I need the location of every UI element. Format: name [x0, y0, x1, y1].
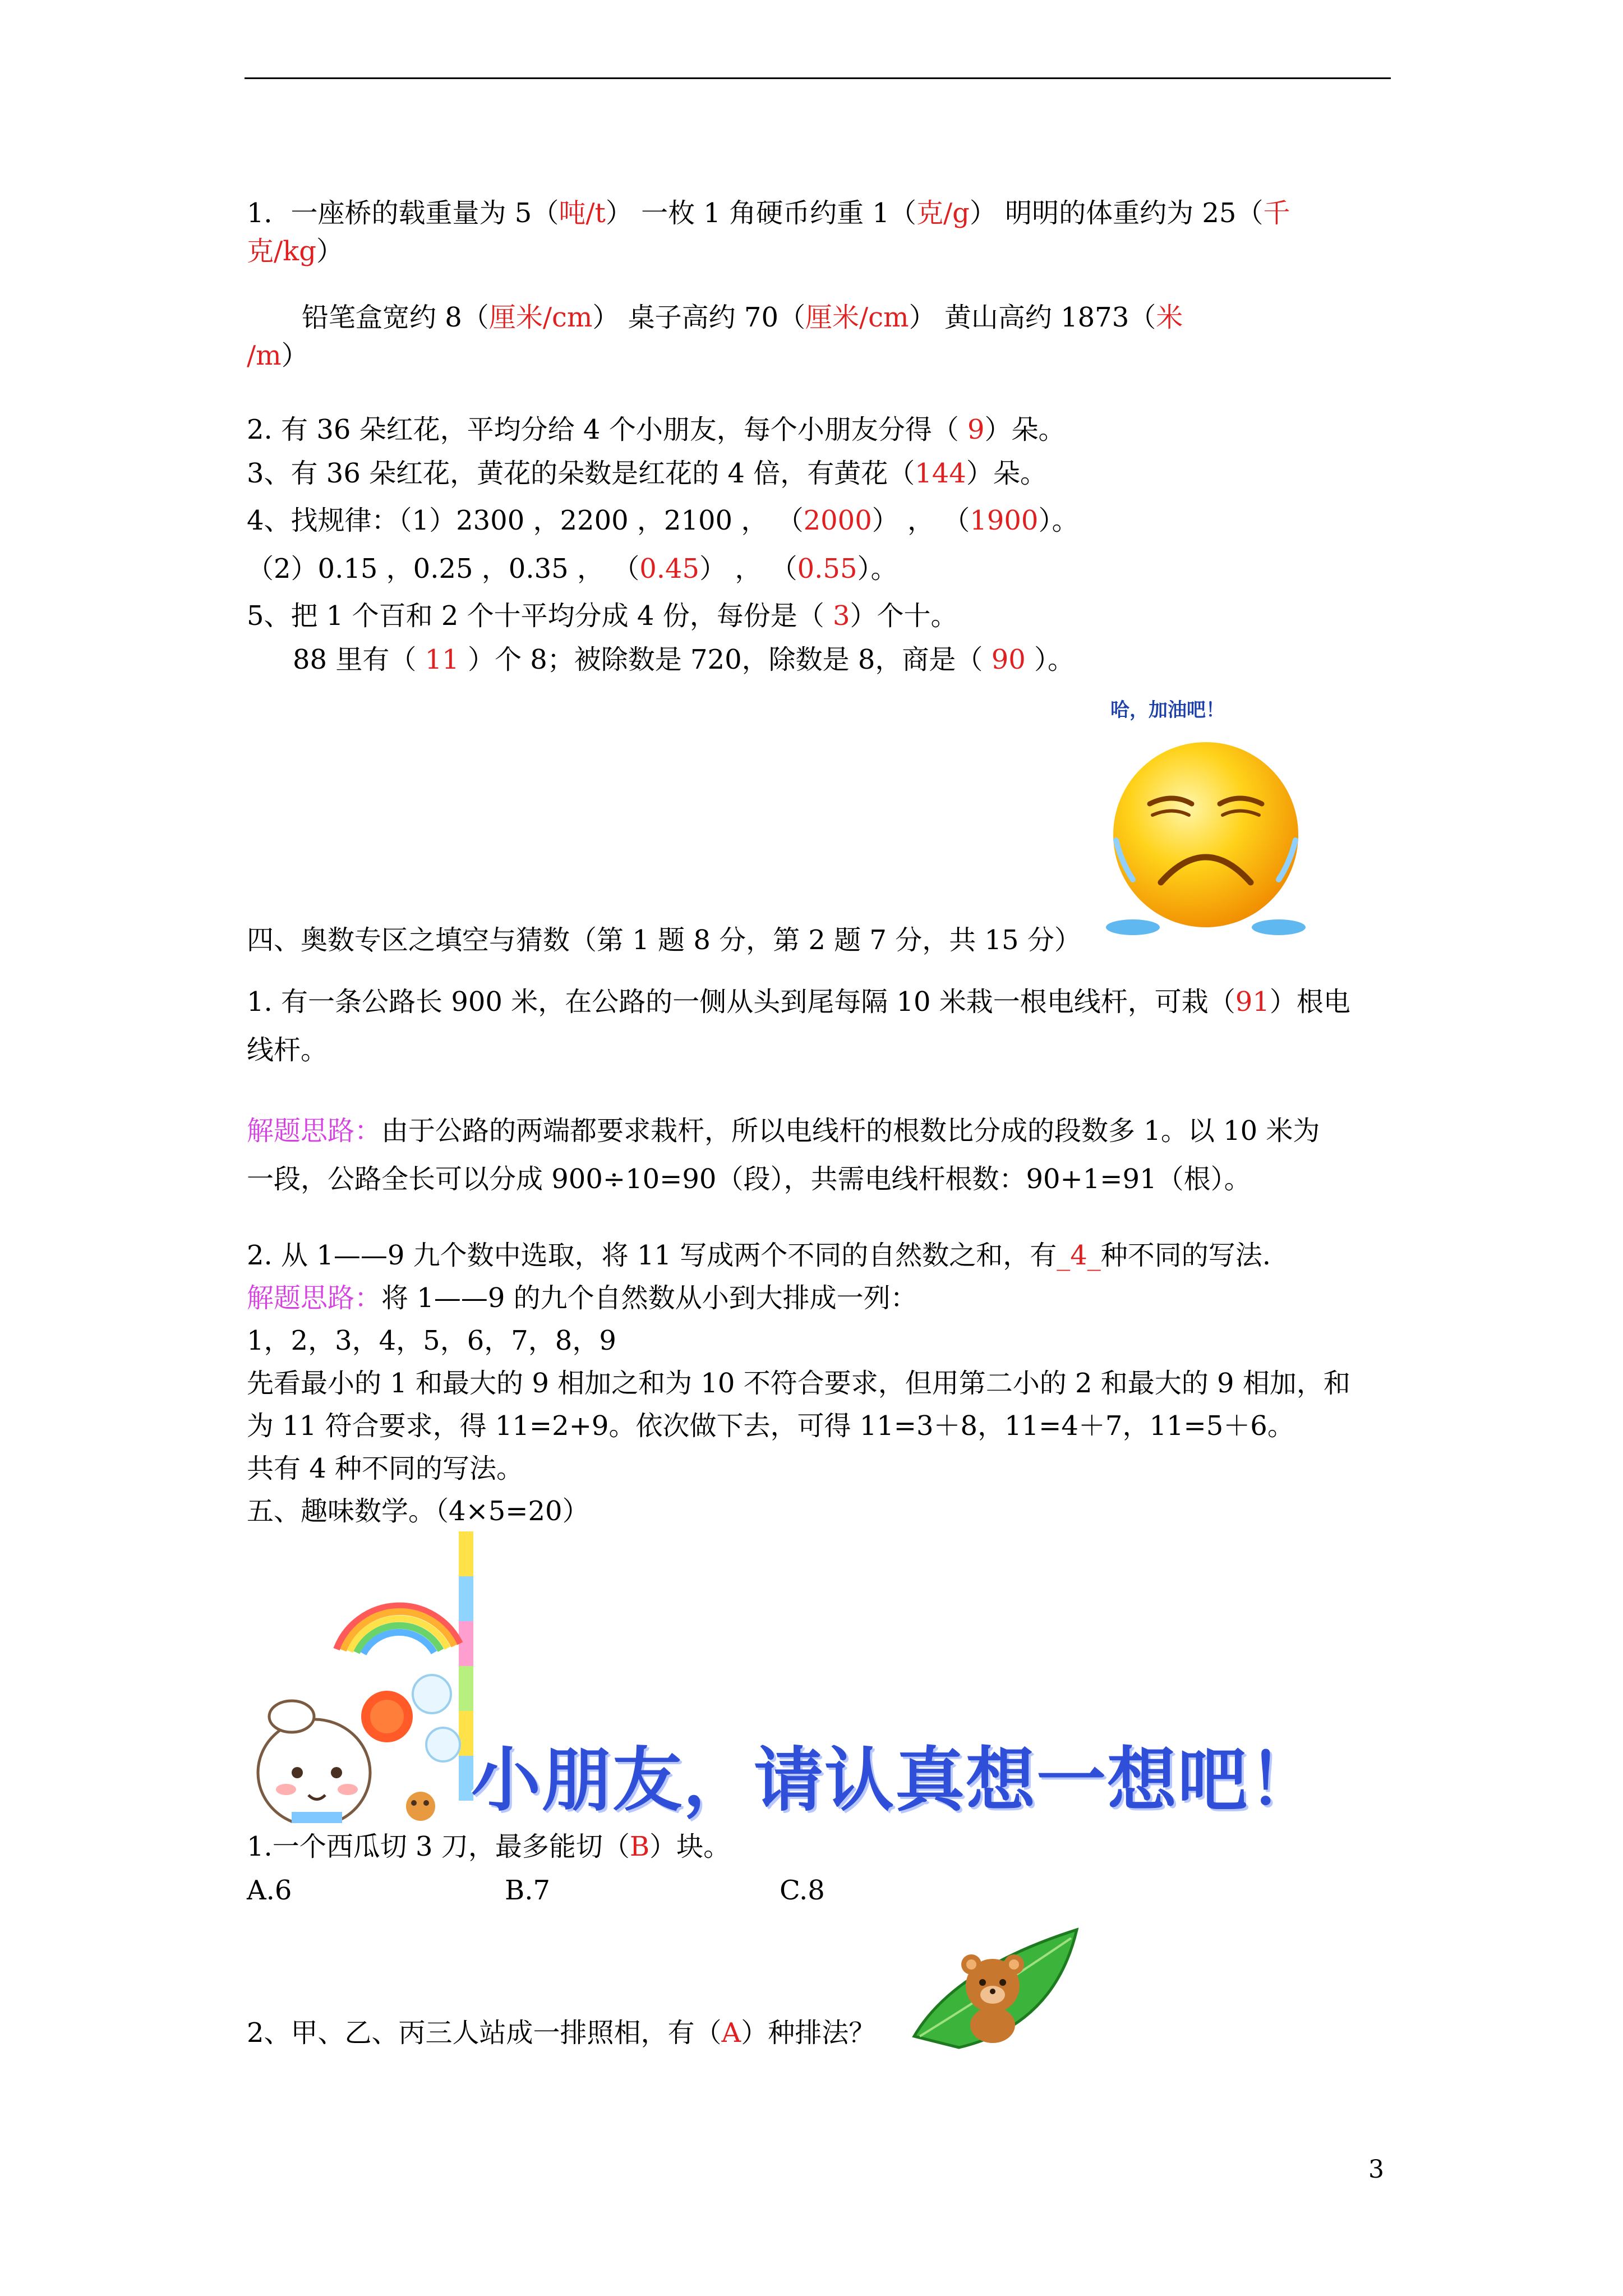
- q3: 3、有 36 朵红花，黄花的朵数是红花的 4 倍，有黄花（144）朵。: [247, 458, 1047, 489]
- s4-q1-line2: 线杆。: [247, 1034, 328, 1066]
- q1-line1-cont: 克/kg）: [247, 236, 344, 267]
- s4-q2: 2. 从 1——9 九个数中选取，将 11 写成两个不同的自然数之和，有_4_种不同的写法.: [247, 1240, 1271, 1271]
- s4-q1-solution-line1: 解题思路：由于公路的两端都要求栽杆，所以电线杆的根数比分成的段数多 1。以 10 米为: [247, 1115, 1320, 1147]
- s4-q2-solution-line4: 为 11 符合要求，得 11=2+9。依次做下去，可得 11=3＋8，11=4＋7，11=5＋6。: [247, 1410, 1294, 1442]
- q4-part1: 4、找规律：（1）2300 ，2200 ，2100 ， （2000） ， （1900）。: [247, 505, 1079, 536]
- s5-q1: 1.一个西瓜切 3 刀，最多能切（B）块。: [247, 1831, 731, 1862]
- s5-q1-options: [247, 1869, 825, 1912]
- crying-face-emoji: [1099, 694, 1312, 941]
- q1-line1: 1．一座桥的载重量为 5（吨/t） 一枚 1 角硬币约重 1（克/g） 明明的体重约为 25（千: [247, 197, 1290, 229]
- s4-q2-solution-line3: 先看最小的 1 和最大的 9 相加之和为 10 不符合要求，但用第二小的 2 和最大的 9 相加，和: [247, 1368, 1350, 1399]
- q1-line2-cont: /m）: [247, 340, 308, 371]
- encouragement-banner: [471, 1740, 1320, 1825]
- q5-part2: 88 里有（ 11 ）个 8；被除数是 720，除数是 8，商是（ 90 ）。: [293, 644, 1075, 675]
- s4-q2-solution-line5: 共有 4 种不同的写法。: [247, 1453, 524, 1484]
- q5-part1: 5、把 1 个百和 2 个十平均分成 4 份，每份是（ 3）个十。: [247, 600, 958, 632]
- header-rule: [245, 77, 1391, 79]
- sad-face-icon: [1099, 694, 1312, 941]
- s4-q2-solution-line2: 1，2，3，4，5，6，7，8，9: [247, 1325, 616, 1356]
- s4-q2-solution-line1: 解题思路：将 1——9 的九个自然数从小到大排成一列：: [247, 1282, 917, 1314]
- s5-q2: 2、甲、乙、丙三人站成一排照相，有（A）种排法？: [247, 2017, 876, 2049]
- option-a: A.6: [247, 1875, 292, 1906]
- cheer-caption: 哈，加油吧！: [1110, 699, 1225, 721]
- option-b: B.7: [505, 1875, 551, 1906]
- cartoon-kid-icon: [247, 1531, 477, 1823]
- page-number: 3: [1368, 2155, 1384, 2184]
- bear-on-leaf-illustration: [909, 1924, 1088, 2059]
- option-c: C.8: [780, 1875, 825, 1906]
- q2: 2. 有 36 朵红花，平均分给 4 个小朋友，每个小朋友分得（ 9）朵。: [247, 414, 1066, 445]
- bear-leaf-icon: [909, 1924, 1088, 2059]
- q4-part2: （2）0.15 ，0.25 ，0.35 ， （0.45） ， （0.55）。: [247, 553, 898, 585]
- section4-heading: 四、奥数专区之填空与猜数（第 1 题 8 分，第 2 题 7 分，共 15 分）: [247, 924, 1081, 956]
- banner-text: 小朋友，请认真想一想吧！: [471, 1740, 1320, 1821]
- cartoon-kid-illustration: [247, 1531, 477, 1823]
- section5-heading: 五、趣味数学。（4×5=20）: [247, 1496, 589, 1527]
- s4-q1-solution-line2: 一段，公路全长可以分成 900÷10=90（段），共需电线杆根数：90+1=91（根）。: [247, 1163, 1251, 1195]
- q1-line2: 铅笔盒宽约 8（厘米/cm） 桌子高约 70（厘米/cm） 黄山高约 1873（米: [302, 302, 1183, 333]
- s4-q1-line1: 1. 有一条公路长 900 米，在公路的一侧从头到尾每隔 10 米栽一根电线杆，可栽（91）根电: [247, 986, 1350, 1018]
